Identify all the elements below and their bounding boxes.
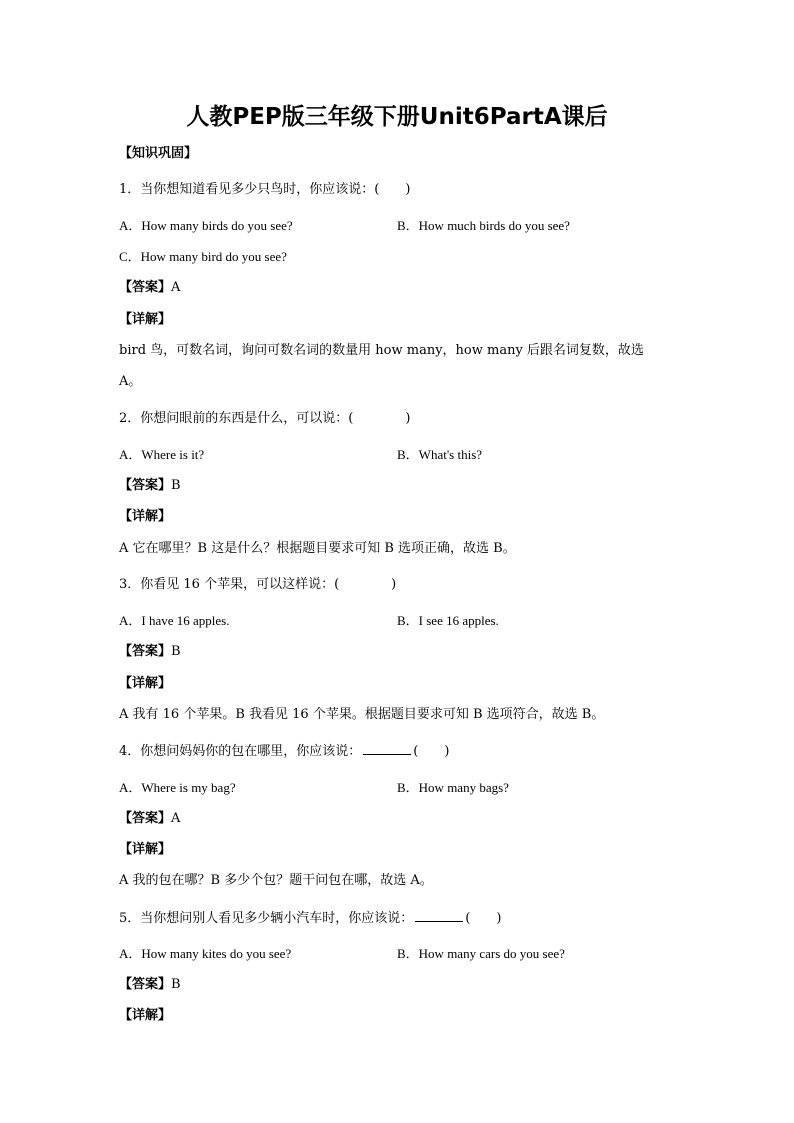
question-4-stem-text: 4．你想问妈妈你的包在哪里，你应该说： [119,744,362,759]
question-4-answer [119,810,180,828]
question-2-explanation: A 它在哪里？B 这是什么？根据题目要求可知 B 选项正确，故选 B。 [119,541,516,556]
question-2-stem: 2．你想问眼前的东西是什么，可以说：( ) [119,411,411,426]
question-2-option-b: B．What's this? [397,447,483,462]
question-4-option-a: A．Where is my bag? [119,780,236,795]
question-1-answer [119,279,180,297]
question-4-stem-paren: ( ) [413,744,450,759]
question-1-explanation: bird 鸟，可数名词，询问可数名词的数量用 how many，how many 后跟名词复数，故选 [119,343,644,358]
answer-label: 【答案】 [119,280,172,295]
question-2-option-a: A．Where is it? [119,447,205,462]
question-3-stem: 3．你看见 16 个苹果，可以这样说：( ) [119,577,397,592]
answer-label: 【答案】 [119,644,172,659]
answer-value: B [171,977,181,992]
answer-value: B [171,644,181,659]
answer-blank [363,742,411,755]
answer-label: 【答案】 [119,811,172,826]
question-3-explanation: A 我有 16 个苹果。B 我看见 16 个苹果。根据题目要求可知 B 选项符合，故选 B。 [119,707,605,722]
answer-label: 【答案】 [119,977,172,992]
answer-value: A [171,811,181,826]
question-5-detail-label: 【详解】 [119,1008,172,1023]
answer-value: B [171,478,181,493]
question-1-detail-label: 【详解】 [119,312,172,327]
question-3-detail-label: 【详解】 [119,676,172,691]
question-5-stem [119,909,501,928]
question-3-option-b: B．I see 16 apples. [397,613,499,628]
document-title: 人教PEP版三年级下册Unit6PartA课后 [186,104,608,130]
question-4-detail-label: 【详解】 [119,842,172,857]
question-5-stem-paren: ( ) [465,911,502,926]
question-2-answer [119,477,181,495]
question-5-option-b: B．How many cars do you see? [397,946,565,961]
question-3-option-a: A．I have 16 apples. [119,613,230,628]
question-1-stem: 1．当你想知道看见多少只鸟时，你应该说：( ) [119,182,411,197]
question-4-explanation: A 我的包在哪？B 多少个包？题干问包在哪，故选 A。 [119,873,433,888]
question-1-option-b: B．How much birds do you see? [397,218,570,233]
question-1-explanation-cont: A。 [119,374,142,389]
question-5-stem-text: 5．当你想问别人看见多少辆小汽车时，你应该说： [119,911,414,926]
question-5-answer [119,976,181,994]
question-1-option-a: A．How many birds do you see? [119,218,293,233]
question-4-stem [119,742,449,761]
answer-value: A [171,280,181,295]
answer-label: 【答案】 [119,478,172,493]
question-4-option-b: B．How many bags? [397,780,509,795]
section-heading: 【知识巩固】 [119,146,198,161]
question-5-option-a: A．How many kites do you see? [119,946,292,961]
question-1-option-c: C．How many bird do you see? [119,249,287,264]
answer-blank [415,909,463,922]
question-3-answer [119,643,181,661]
question-2-detail-label: 【详解】 [119,509,172,524]
